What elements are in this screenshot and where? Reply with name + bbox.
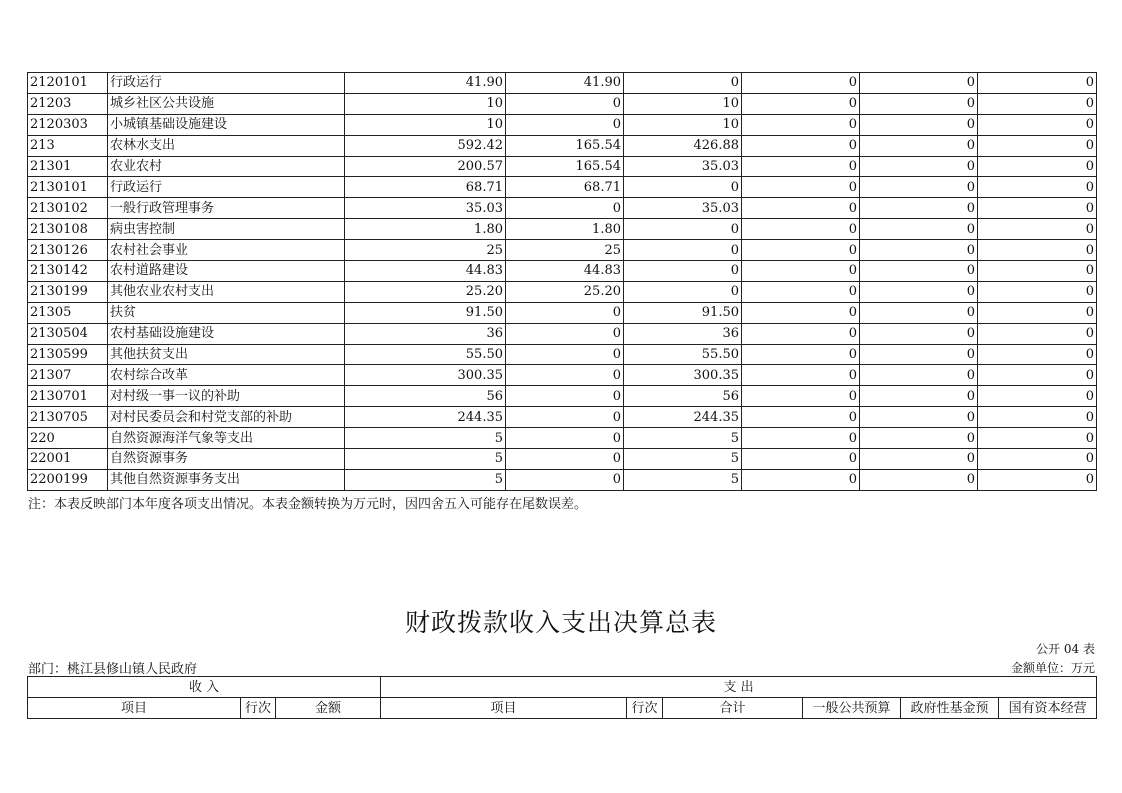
item-code-cell: 21301 [28, 156, 108, 177]
col5-cell: 0 [860, 428, 978, 449]
item-name-cell: 自然资源事务 [108, 449, 345, 470]
expense-line-header: 行次 [627, 698, 663, 719]
project-expense-cell: 0 [624, 73, 742, 94]
col5-cell: 0 [860, 177, 978, 198]
col4-cell: 0 [742, 469, 860, 490]
item-code-cell: 2120101 [28, 73, 108, 94]
project-expense-cell: 35.03 [624, 156, 742, 177]
col6-cell: 0 [978, 177, 1097, 198]
summary-header-row-1 [28, 677, 1097, 698]
col4-cell: 0 [742, 177, 860, 198]
basic-expense-cell: 0 [506, 365, 624, 386]
general-budget-header: 一般公共预算 [803, 698, 901, 719]
col5-cell: 0 [860, 407, 978, 428]
item-code-cell: 22001 [28, 449, 108, 470]
total-cell: 10 [345, 114, 506, 135]
basic-expense-cell: 0 [506, 302, 624, 323]
col4-cell: 0 [742, 240, 860, 261]
col6-cell: 0 [978, 198, 1097, 219]
total-cell: 91.50 [345, 302, 506, 323]
project-expense-cell: 56 [624, 386, 742, 407]
table-note: 注：本表反映部门本年度各项支出情况。本表金额转换为万元时，因四舍五入可能存在尾数误差。 [28, 497, 588, 512]
col5-cell: 0 [860, 240, 978, 261]
col6-cell: 0 [978, 469, 1097, 490]
table-row [28, 428, 1097, 449]
amount-unit-label: 金额单位：万元 [1010, 661, 1095, 675]
total-cell: 5 [345, 449, 506, 470]
col4-cell: 0 [742, 73, 860, 94]
table-row [28, 281, 1097, 302]
basic-expense-cell: 0 [506, 198, 624, 219]
project-expense-cell: 5 [624, 428, 742, 449]
item-name-cell: 农林水支出 [108, 135, 345, 156]
col4-cell: 0 [742, 135, 860, 156]
item-name-cell: 农村社会事业 [108, 240, 345, 261]
table-row [28, 386, 1097, 407]
total-cell: 68.71 [345, 177, 506, 198]
item-code-cell: 2130126 [28, 240, 108, 261]
col6-cell: 0 [978, 407, 1097, 428]
table-row [28, 135, 1097, 156]
col4-cell: 0 [742, 281, 860, 302]
project-expense-cell: 35.03 [624, 198, 742, 219]
table-row [28, 261, 1097, 282]
col5-cell: 0 [860, 365, 978, 386]
item-name-cell: 病虫害控制 [108, 219, 345, 240]
item-name-cell: 城乡社区公共设施 [108, 93, 345, 114]
project-expense-cell: 10 [624, 114, 742, 135]
basic-expense-cell: 44.83 [506, 261, 624, 282]
col5-cell: 0 [860, 156, 978, 177]
col5-cell: 0 [860, 281, 978, 302]
col6-cell: 0 [978, 156, 1097, 177]
project-expense-cell: 0 [624, 261, 742, 282]
item-code-cell: 220 [28, 428, 108, 449]
summary-table-header [27, 676, 1097, 719]
item-name-cell: 对村民委员会和村党支部的补助 [108, 407, 345, 428]
project-expense-cell: 0 [624, 219, 742, 240]
item-code-cell: 2130705 [28, 407, 108, 428]
basic-expense-cell: 165.54 [506, 156, 624, 177]
col5-cell: 0 [860, 469, 978, 490]
col6-cell: 0 [978, 261, 1097, 282]
basic-expense-cell: 0 [506, 407, 624, 428]
income-amount-header: 金额 [276, 698, 381, 719]
summary-header-row-2 [28, 698, 1097, 719]
table-row [28, 73, 1097, 94]
project-expense-cell: 36 [624, 323, 742, 344]
basic-expense-cell: 1.80 [506, 219, 624, 240]
table-row [28, 177, 1097, 198]
item-code-cell: 21305 [28, 302, 108, 323]
total-cell: 41.90 [345, 73, 506, 94]
col6-cell: 0 [978, 386, 1097, 407]
table-row [28, 93, 1097, 114]
col5-cell: 0 [860, 344, 978, 365]
col6-cell: 0 [978, 365, 1097, 386]
table-row [28, 156, 1097, 177]
project-expense-cell: 0 [624, 177, 742, 198]
expense-total-header: 合计 [663, 698, 803, 719]
item-name-cell: 一般行政管理事务 [108, 198, 345, 219]
col4-cell: 0 [742, 156, 860, 177]
item-code-cell: 2120303 [28, 114, 108, 135]
project-expense-cell: 0 [624, 240, 742, 261]
item-name-cell: 其他农业农村支出 [108, 281, 345, 302]
table-row [28, 469, 1097, 490]
basic-expense-cell: 0 [506, 323, 624, 344]
table-row [28, 240, 1097, 261]
total-cell: 55.50 [345, 344, 506, 365]
gov-fund-header: 政府性基金预 [901, 698, 999, 719]
table-row [28, 365, 1097, 386]
total-cell: 36 [345, 323, 506, 344]
col4-cell: 0 [742, 323, 860, 344]
item-code-cell: 2130199 [28, 281, 108, 302]
total-cell: 25 [345, 240, 506, 261]
basic-expense-cell: 68.71 [506, 177, 624, 198]
col6-cell: 0 [978, 281, 1097, 302]
basic-expense-cell: 165.54 [506, 135, 624, 156]
project-expense-cell: 0 [624, 281, 742, 302]
item-code-cell: 21203 [28, 93, 108, 114]
department-label: 部门：桃江县修山镇人民政府 [28, 662, 198, 677]
basic-expense-cell: 0 [506, 428, 624, 449]
income-header: 收 入 [28, 677, 381, 698]
item-code-cell: 2200199 [28, 469, 108, 490]
col4-cell: 0 [742, 449, 860, 470]
col6-cell: 0 [978, 323, 1097, 344]
project-expense-cell: 5 [624, 449, 742, 470]
col5-cell: 0 [860, 449, 978, 470]
item-name-cell: 农业农村 [108, 156, 345, 177]
basic-expense-cell: 25.20 [506, 281, 624, 302]
col4-cell: 0 [742, 428, 860, 449]
item-name-cell: 其他自然资源事务支出 [108, 469, 345, 490]
table-row [28, 114, 1097, 135]
item-code-cell: 213 [28, 135, 108, 156]
col6-cell: 0 [978, 302, 1097, 323]
project-expense-cell: 10 [624, 93, 742, 114]
col5-cell: 0 [860, 302, 978, 323]
item-name-cell: 对村级一事一议的补助 [108, 386, 345, 407]
total-cell: 44.83 [345, 261, 506, 282]
item-code-cell: 2130142 [28, 261, 108, 282]
item-name-cell: 自然资源海洋气象等支出 [108, 428, 345, 449]
item-code-cell: 2130504 [28, 323, 108, 344]
item-name-cell: 农村道路建设 [108, 261, 345, 282]
form-number: 公开 04 表 [1036, 642, 1095, 656]
item-code-cell: 2130101 [28, 177, 108, 198]
total-cell: 10 [345, 93, 506, 114]
col4-cell: 0 [742, 198, 860, 219]
col5-cell: 0 [860, 198, 978, 219]
total-cell: 5 [345, 428, 506, 449]
project-expense-cell: 426.88 [624, 135, 742, 156]
item-name-cell: 行政运行 [108, 73, 345, 94]
total-cell: 592.42 [345, 135, 506, 156]
expenditure-table [27, 72, 1097, 491]
col6-cell: 0 [978, 135, 1097, 156]
total-cell: 35.03 [345, 198, 506, 219]
col4-cell: 0 [742, 219, 860, 240]
total-cell: 244.35 [345, 407, 506, 428]
basic-expense-cell: 0 [506, 449, 624, 470]
project-expense-cell: 55.50 [624, 344, 742, 365]
state-capital-header: 国有资本经营 [999, 698, 1097, 719]
col5-cell: 0 [860, 386, 978, 407]
item-code-cell: 21307 [28, 365, 108, 386]
project-expense-cell: 91.50 [624, 302, 742, 323]
item-name-cell: 农村基础设施建设 [108, 323, 345, 344]
basic-expense-cell: 0 [506, 344, 624, 365]
col6-cell: 0 [978, 114, 1097, 135]
col5-cell: 0 [860, 261, 978, 282]
col4-cell: 0 [742, 261, 860, 282]
col6-cell: 0 [978, 344, 1097, 365]
item-code-cell: 2130701 [28, 386, 108, 407]
basic-expense-cell: 0 [506, 469, 624, 490]
col5-cell: 0 [860, 114, 978, 135]
table-row [28, 449, 1097, 470]
col6-cell: 0 [978, 428, 1097, 449]
table-row [28, 302, 1097, 323]
item-code-cell: 2130599 [28, 344, 108, 365]
col6-cell: 0 [978, 240, 1097, 261]
item-name-cell: 扶贫 [108, 302, 345, 323]
col4-cell: 0 [742, 365, 860, 386]
col4-cell: 0 [742, 93, 860, 114]
col4-cell: 0 [742, 114, 860, 135]
item-name-cell: 小城镇基础设施建设 [108, 114, 345, 135]
basic-expense-cell: 0 [506, 93, 624, 114]
expenditure-table-body [28, 73, 1097, 491]
total-cell: 1.80 [345, 219, 506, 240]
col6-cell: 0 [978, 73, 1097, 94]
col4-cell: 0 [742, 302, 860, 323]
total-cell: 5 [345, 469, 506, 490]
col6-cell: 0 [978, 449, 1097, 470]
col4-cell: 0 [742, 386, 860, 407]
item-name-cell: 农村综合改革 [108, 365, 345, 386]
col6-cell: 0 [978, 219, 1097, 240]
table-row [28, 323, 1097, 344]
page-title: 财政拨款收入支出决算总表 [404, 608, 717, 637]
basic-expense-cell: 25 [506, 240, 624, 261]
table-row [28, 219, 1097, 240]
total-cell: 25.20 [345, 281, 506, 302]
item-code-cell: 2130102 [28, 198, 108, 219]
col5-cell: 0 [860, 323, 978, 344]
col5-cell: 0 [860, 93, 978, 114]
item-name-cell: 行政运行 [108, 177, 345, 198]
expense-item-header: 项目 [381, 698, 627, 719]
basic-expense-cell: 0 [506, 386, 624, 407]
project-expense-cell: 5 [624, 469, 742, 490]
table-row [28, 198, 1097, 219]
expense-header: 支 出 [381, 677, 1097, 698]
basic-expense-cell: 0 [506, 114, 624, 135]
col5-cell: 0 [860, 135, 978, 156]
col6-cell: 0 [978, 93, 1097, 114]
table-row [28, 344, 1097, 365]
item-code-cell: 2130108 [28, 219, 108, 240]
col5-cell: 0 [860, 73, 978, 94]
income-item-header: 项目 [28, 698, 241, 719]
col5-cell: 0 [860, 219, 978, 240]
basic-expense-cell: 41.90 [506, 73, 624, 94]
col4-cell: 0 [742, 344, 860, 365]
total-cell: 56 [345, 386, 506, 407]
total-cell: 300.35 [345, 365, 506, 386]
income-line-header: 行次 [241, 698, 276, 719]
table-row [28, 407, 1097, 428]
project-expense-cell: 300.35 [624, 365, 742, 386]
project-expense-cell: 244.35 [624, 407, 742, 428]
item-name-cell: 其他扶贫支出 [108, 344, 345, 365]
total-cell: 200.57 [345, 156, 506, 177]
col4-cell: 0 [742, 407, 860, 428]
